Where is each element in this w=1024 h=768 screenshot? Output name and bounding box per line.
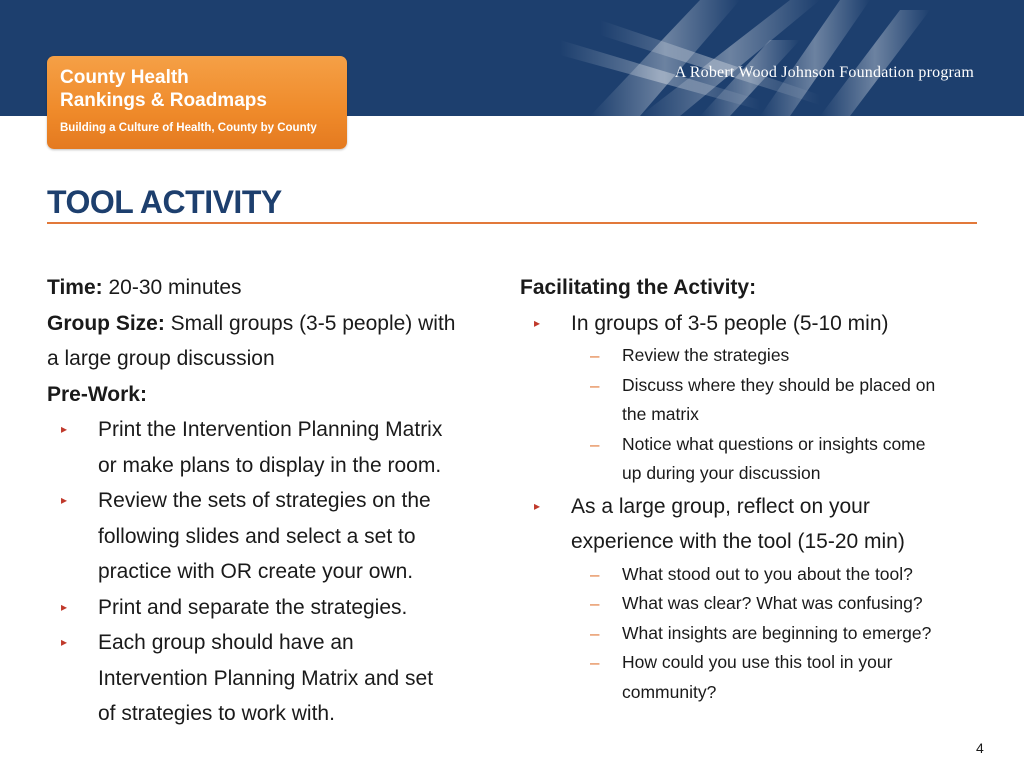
sub-bullet-line [520, 341, 990, 371]
bullet-line [520, 524, 990, 560]
bullet-text: Review the sets of strategies on the [98, 489, 431, 512]
bullet-line [520, 489, 990, 525]
group-size-line [47, 306, 507, 342]
sub-bullet-text: the matrix [622, 404, 699, 424]
sub-bullet-line [520, 371, 990, 401]
sub-bullet-item [520, 371, 990, 430]
bullet-text: of strategies to work with. [98, 702, 335, 725]
title-divider [47, 222, 977, 224]
sub-bullet-text: up during your discussion [622, 463, 821, 483]
prework-item [47, 590, 507, 626]
sub-bullet-text: community? [622, 681, 717, 702]
bullet-text: Each group should have an [98, 631, 354, 654]
sub-bullet-text: Notice what questions or insights come [622, 433, 926, 454]
sub-bullet-text: How could you use this tool in your [622, 652, 893, 672]
sub-bullet-line [520, 589, 990, 619]
sub-bullet-line [520, 678, 990, 708]
bullet-line [47, 625, 507, 661]
left-column [47, 270, 507, 732]
bullet-line [47, 661, 507, 697]
sub-bullet-text: Discuss where they should be placed on [622, 374, 936, 395]
bullet-text: following slides and select a set to [98, 524, 416, 548]
bullet-text: practice with OR create your own. [98, 560, 414, 583]
logo-line-1: County Health [60, 67, 189, 88]
prework-list [47, 412, 507, 732]
sub-bullet-text: What was clear? What was confusing? [622, 593, 923, 613]
sub-bullet-line [520, 648, 990, 678]
facilitating-list [520, 306, 990, 708]
sub-bullet-item [520, 560, 990, 590]
bullet-text: Print and separate the strategies. [98, 595, 408, 619]
dash-bullet-icon: – [590, 653, 600, 672]
page-title: TOOL ACTIVITY [47, 184, 282, 220]
dash-bullet-icon: – [590, 594, 600, 613]
bullet-text: In groups of 3-5 people (5-10 min) [571, 311, 889, 335]
facilitating-item [520, 306, 990, 342]
time-line [47, 270, 507, 306]
triangle-bullet-icon: ▸ [61, 599, 68, 614]
prework-label-text: Pre-Work: [47, 382, 147, 406]
triangle-bullet-icon: ▸ [534, 315, 541, 330]
prework-item [47, 625, 507, 732]
sub-bullet-line [520, 459, 990, 489]
group-size-value: Small groups (3-5 people) with [164, 311, 456, 335]
facilitating-item [520, 489, 990, 560]
time-value: 20-30 minutes [102, 276, 242, 299]
bullet-text: As a large group, reflect on your [571, 494, 870, 518]
bullet-line [47, 448, 507, 484]
sub-bullet-item [520, 341, 990, 371]
bullet-line [520, 306, 990, 342]
sub-bullet-item [520, 430, 990, 489]
dash-bullet-icon: – [590, 623, 600, 643]
bullet-line [47, 554, 507, 590]
bullet-text: Intervention Planning Matrix and set [98, 666, 434, 690]
bullet-text: Print the Intervention Planning Matrix [98, 418, 443, 441]
sub-bullet-text: What stood out to you about the tool? [622, 563, 913, 584]
group-size-label: Group Size: [47, 311, 165, 335]
sub-bullet-line [520, 619, 990, 649]
sub-bullet-text: Review the strategies [622, 345, 790, 365]
facilitating-heading: Facilitating the Activity: [520, 276, 757, 299]
county-health-logo[interactable] [47, 56, 347, 149]
bullet-text: or make plans to display in the room. [98, 453, 442, 477]
bullet-line [47, 696, 507, 732]
bullet-line [47, 590, 507, 626]
dash-bullet-icon: – [590, 564, 600, 584]
right-column [520, 270, 990, 707]
triangle-bullet-icon: ▸ [61, 635, 68, 649]
triangle-bullet-icon: ▸ [61, 493, 68, 507]
logo-line-2: Rankings & Roadmaps [60, 90, 267, 111]
sponsor-text: A Robert Wood Johnson Foundation program [674, 64, 974, 81]
bullet-text: experience with the tool (15-20 min) [571, 530, 905, 553]
dash-bullet-icon: – [590, 434, 600, 454]
prework-item [47, 483, 507, 590]
time-label: Time: [47, 276, 103, 299]
sub-bullet-text: What insights are beginning to emerge? [622, 622, 932, 643]
bullet-line [47, 519, 507, 555]
sub-bullet-item [520, 619, 990, 649]
triangle-bullet-icon: ▸ [61, 422, 68, 436]
triangle-bullet-icon: ▸ [534, 498, 541, 513]
sub-bullet-line [520, 400, 990, 430]
dash-bullet-icon: – [590, 346, 600, 365]
group-size-line-2: a large group discussion [47, 347, 275, 370]
bullet-line [47, 483, 507, 519]
sub-bullet-line [520, 560, 990, 590]
sub-bullet-line [520, 430, 990, 460]
sub-bullet-item [520, 589, 990, 619]
sub-bullet-item [520, 648, 990, 707]
bullet-line [47, 412, 507, 448]
prework-label [47, 377, 507, 413]
logo-tagline: Building a Culture of Health, County by County [60, 122, 317, 134]
prework-item [47, 412, 507, 483]
dash-bullet-icon: – [590, 375, 600, 395]
page-number: 4 [976, 740, 984, 756]
